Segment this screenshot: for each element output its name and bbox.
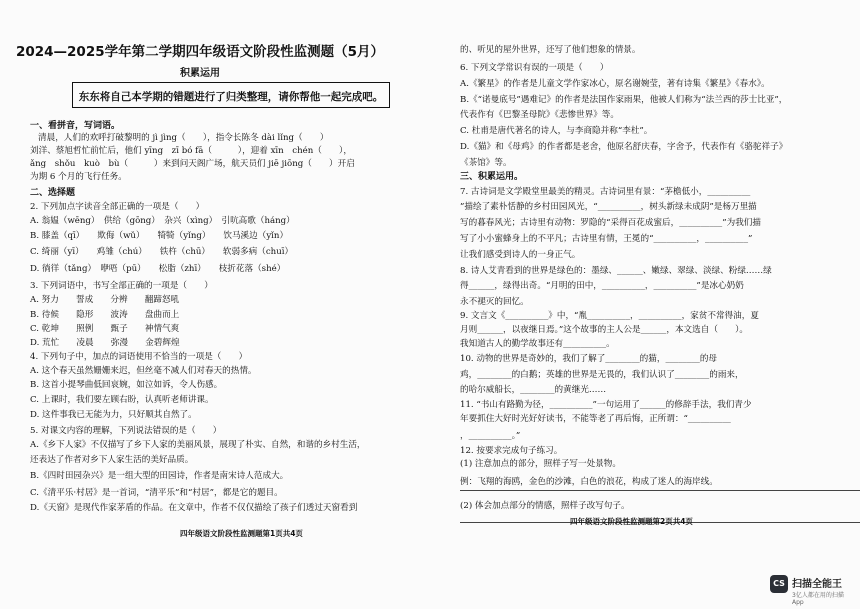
question-line: A.《繁星》的作者是儿童文学作家冰心，原名谢婉莹，著有诗集《繁星》《春水》。 (460, 79, 770, 89)
question-line: 刘洋、蔡旭哲忙前忙后，他们 yīng zī bó fā（ ），迎着 xīn chén（ ）， (30, 146, 352, 156)
question-line: 鸡，________的白鹅；英雄的世界是无畏的，我们认识了________的雨来， (460, 370, 744, 380)
question-line: D. 荒忙 凌晨 弥漫 金碧辉煌 (30, 338, 180, 348)
question-line: 11. “书山有路勤为径，__________”一句运用了______的修辞手法，我们青少 (460, 400, 752, 410)
question-line: 9. 文言文《__________》中，“胤__________，__________，家贫不常得油，夏 (460, 311, 759, 321)
question-line: 7. 古诗词是文学殿堂里最美的精灵。古诗词里有景：“茅檐低小，__________ (460, 187, 751, 197)
question-line: 的哈尔威船长，________的黄继光…… (460, 385, 607, 395)
left-footer: 四年级语文阶段性监测题第1页共4页 (180, 529, 303, 538)
scanner-logo (770, 573, 852, 606)
question-line: A. 翁媪（wēng） 供给（gōng） 杂兴（xìng） 引吭高歌（háng） (30, 216, 295, 226)
question-line: 的、听见的屋外世界，还写了他们想象的情景。 (460, 45, 641, 55)
question-line: 永不褪灭的回忆。 (460, 297, 529, 307)
question-line: A.《乡下人家》不仅描写了乡下人家的美丽风景，展现了朴实、自然，和谐的乡村生活， (30, 440, 366, 450)
question-line: C. 杜甫是唐代著名的诗人，与李商隐并称“李杜”。 (460, 126, 653, 136)
question-line: 6. 下列文学常识有误的一项是（ ） (460, 63, 609, 73)
scanner-logo-name: 扫描全能王 (792, 579, 842, 590)
section-subtitle: 积累运用 (180, 68, 220, 79)
question-line: 清晨，人们的欢呼打破黎明的 jì jìng（ ），指令长陈冬 dài lǐng（ ） (38, 133, 329, 143)
answer-line (460, 490, 860, 491)
page-right (430, 0, 860, 609)
section-heading: 三、积累运用。 (460, 172, 524, 182)
question-line: 4. 下列句子中，加点的词语使用不恰当的一项是（ ） (30, 352, 248, 362)
question-line: B.《四时田园杂兴》是一组大型的田园诗，作者是南宋诗人范成大。 (30, 471, 289, 481)
question-line: (1) 注意加点的部分，照样子写一处景物。 (460, 459, 621, 469)
question-line: C. 绮丽（yī） 鸡雏（chú） 铁杵（chū） 软弱多病（chuī） (30, 247, 294, 257)
question-line: 还表达了作者对乡下人家生活的美好品质。 (30, 455, 194, 465)
question-line: ，__________。” (460, 431, 521, 441)
scanner-logo-icon: CS (770, 575, 788, 593)
question-line: 《茶馆》等。 (460, 158, 512, 168)
scanner-logo-tagline: 3亿人都在用的扫描App (792, 592, 844, 606)
question-line: C. 乾坤 照例 甄子 神情气爽 (30, 324, 180, 334)
question-line: D. 这件事我已无能为力，只好顺其自然了。 (30, 410, 197, 420)
question-line: 得______，绿得出奇。“月明的田中，__________，__________”是冰心奶奶 (460, 281, 744, 291)
right-footer: 四年级语文阶段性监测题第2页共4页 (570, 517, 693, 526)
question-line: A. 这个春天虽然姗姗来迟，但丝毫不减人们对春天的热情。 (30, 366, 257, 376)
question-line: C. 上课时，我们要左顾右盼，认真听老师讲课。 (30, 395, 214, 405)
question-line: 例：飞翔的海鸥，金色的沙滩，白色的浪花，构成了迷人的海岸线。 (460, 477, 718, 487)
question-line: 3. 下列词语中，书写全部正确的一项是（ ） (30, 281, 213, 291)
section-heading: 一、看拼音，写词语。 (30, 121, 121, 131)
question-line: B. 待候 隐形 波涛 盘曲而上 (30, 310, 180, 320)
question-line: 12. 按要求完成句子练习。 (460, 446, 563, 456)
question-line: 为期 6 个月的飞行任务。 (30, 172, 127, 182)
question-line: 写的暮春风光；古诗里有动物：罗隐的“采得百花成蜜后，__________”为我们描 (460, 218, 761, 228)
question-line: D. 徜徉（tǎng） 咿唔（pū） 松脂（zhī） 枝折花落（shé） (30, 264, 286, 274)
question-line: 写了小小蜜蜂身上的不平凡；古诗里有情，王冕的“__________，__________” (460, 234, 753, 244)
question-line: 代表作有《巴黎圣母院》《悲惨世界》等。 (460, 110, 619, 120)
question-line: B. 膝盖（qī） 欺侮（wǔ） 犄犄（yǐng） 饮马溪边（yǐn） (30, 231, 289, 241)
question-line: C.《清平乐·村居》是一首词，“清平乐”和“村居”，都是它的题目。 (30, 488, 283, 498)
question-line: 10. 动物的世界是奇妙的，我们了解了________的猫，________的母 (460, 354, 718, 364)
question-line: D.《天窗》是现代作家茅盾的作品。在文章中，作者不仅仅描绘了孩子们透过天窗看到 (30, 503, 358, 513)
question-line: ǎng shǒu kuò bù（ ）来到问天阁广场，航天员们 jiē jiōng（ ）开启 (30, 159, 355, 169)
question-line: ”描绘了素朴恬静的乡村田园风光，“__________，树头新绿未成阴”是杨万里描 (460, 202, 757, 212)
question-line: 2. 下列加点字读音全部正确的一项是（ ） (30, 202, 205, 212)
question-line: 8. 诗人艾青看到的世界是绿色的：墨绿、______、嫩绿、翠绿、淡绿、粉绿……绿 (460, 266, 772, 276)
question-line: D.《猫》和《母鸡》的作者都是老舍，他原名舒庆春，字舍予，代表作有《骆驼祥子》 (460, 142, 788, 152)
question-line: 让我们感受到诗人的一身正气。 (460, 250, 581, 260)
question-line: A. 努力 誓成 分辨 翻蹄怒吼 (30, 295, 180, 305)
question-line: 年要抓住大好时光好好读书，不能等老了再后悔，正所谓：“__________ (460, 414, 731, 424)
section-heading: 二、选择题 (30, 188, 76, 198)
question-line: B. 这首小提琴曲低回哀婉，如泣如诉，令人伤感。 (30, 380, 223, 390)
instruction-text: 东东将自己本学期的错题进行了归类整理，请你帮他一起完成吧。 (78, 91, 384, 103)
question-line: (2) 体会加点部分的情感，照样子改写句子。 (460, 501, 630, 511)
question-line: B.《“诺曼底号”遇难记》的作者是法国作家雨果，他被人们称为“法兰西的莎士比亚”， (460, 95, 788, 105)
question-line: 我知道古人的勤学故事还有__________。 (460, 339, 615, 349)
question-line: 月则______，以夜继日焉。”这个故事的主人公是______，本文选自（ ）。 (460, 325, 748, 335)
question-line: 5. 对课文内容的理解，下列说法错误的是（ ） (30, 426, 222, 436)
instruction-box (72, 82, 390, 108)
exam-title: 2024—2025学年第二学期四年级语文阶段性监测题（5月） (15, 44, 385, 60)
